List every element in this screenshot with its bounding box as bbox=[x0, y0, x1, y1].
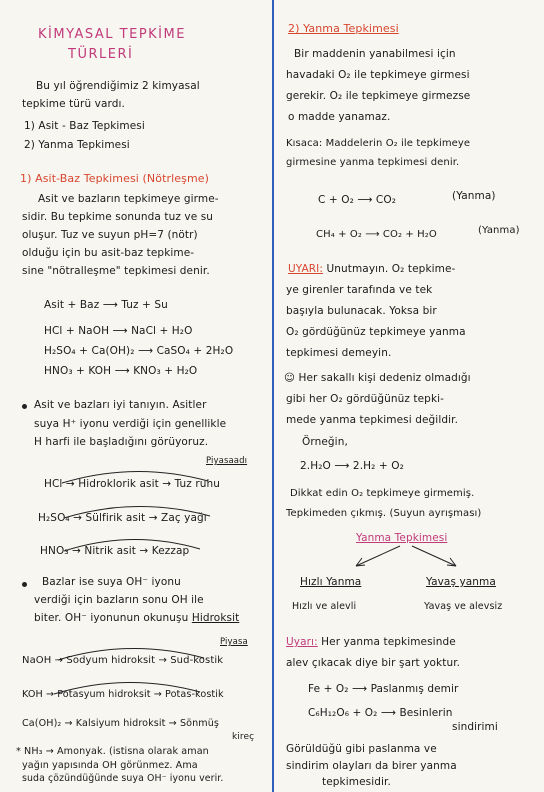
title-line-1: KİMYASAL TEPKİME bbox=[38, 27, 186, 42]
intro-line-1: Bu yıl öğrendiğimiz 2 kimyasal bbox=[36, 80, 200, 92]
equation-general: Asit + Baz ⟶ Tuz + Su bbox=[44, 299, 168, 311]
section-1-title: 1) Asit-Baz Tepkimesi (Nötrleşme) bbox=[20, 172, 210, 185]
list-item-1: 1) Asit - Baz Tepkimesi bbox=[24, 120, 145, 132]
acid-note-1: Asit ve bazları iyi tanıyın. Asitler bbox=[34, 399, 207, 411]
base-name-caoh2: Ca(OH)₂ → Kalsiyum hidroksit → Sönmüş bbox=[22, 718, 220, 729]
equation-hno3: HNO₃ + KOH ⟶ KNO₃ + H₂O bbox=[44, 365, 198, 377]
humor-line-2: gibi her O₂ gördüğünüz tepki- bbox=[286, 393, 445, 405]
branch-arrows bbox=[316, 544, 496, 570]
p1-line-2: sidir. Bu tepkime sonunda tuz ve su bbox=[22, 211, 214, 223]
equation-glucose: C₆H₁₂O₆ + O₂ ⟶ Besinlerin bbox=[308, 707, 453, 719]
equation-carbon: C + O₂ ⟶ CO₂ bbox=[318, 194, 397, 206]
equation-methane-tag: (Yanma) bbox=[478, 225, 520, 236]
ammonia-note-2: yağın yapısında OH görünmez. Ama bbox=[22, 760, 198, 771]
slow-combustion-desc: Yavaş ve alevsiz bbox=[424, 601, 503, 612]
conclusion-line-2: sindirim olayları da birer yanma bbox=[286, 760, 457, 772]
acid-name-hcl: HCl → Hidroklorik asit → Tuz ruhu bbox=[44, 478, 220, 490]
fast-combustion-desc: Hızlı ve alevli bbox=[292, 601, 357, 612]
warning2-line-2: alev çıkacak diye bir şart yoktur. bbox=[286, 657, 461, 669]
warning-line-1 bbox=[288, 263, 455, 276]
p1-line-5: sine "nötralleşme" tepkimesi denir. bbox=[22, 265, 210, 277]
market-label: Piyasa bbox=[220, 637, 248, 647]
warning2-line-1-text: Her yanma tepkimesinde bbox=[321, 636, 456, 648]
base-note-3-text: biter. OH⁻ iyonunun okunuşu bbox=[34, 612, 189, 624]
left-column bbox=[0, 0, 270, 792]
equation-water-split: 2.H₂O ⟶ 2.H₂ + O₂ bbox=[300, 460, 404, 472]
combustion-types-title: Yanma Tepkimesi bbox=[356, 532, 448, 544]
title-line-2: TÜRLERİ bbox=[68, 47, 134, 62]
base-note-2: verdiği için bazların sonu OH ile bbox=[34, 594, 204, 606]
warning-line-5: tepkimesi demeyin. bbox=[286, 347, 392, 359]
base-name-caoh2-cont: kireç bbox=[232, 732, 255, 742]
bullet-dot bbox=[22, 404, 27, 409]
p1-line-1: Asit ve bazların tepkimeye girme- bbox=[38, 193, 219, 205]
equation-glucose-cont: sindirimi bbox=[452, 721, 498, 733]
ammonia-note-1: * NH₃ → Amonyak. (istisna olarak aman bbox=[16, 746, 209, 757]
equation-rust: Fe + O₂ ⟶ Paslanmış demir bbox=[308, 683, 459, 695]
warning-line-2: ye girenler tarafında ve tek bbox=[286, 284, 433, 296]
section-2-title: 2) Yanma Tepkimesi bbox=[288, 22, 399, 35]
p2-line-4: o madde yanamaz. bbox=[288, 111, 391, 123]
bullet-dot bbox=[22, 582, 27, 587]
column-divider bbox=[272, 0, 274, 792]
ammonia-note-3: suda çözündüğünde suya OH⁻ iyonu verir. bbox=[22, 773, 224, 784]
warning-line-1-text: Unutmayın. O₂ tepkime- bbox=[326, 263, 456, 275]
p1-line-3: oluşur. Tuz ve suyun pH=7 (nötr) bbox=[22, 229, 198, 241]
acid-name-hno3: HNO₃ → Nitrik asit → Kezzap bbox=[40, 545, 190, 557]
example-label: Örneğin, bbox=[302, 436, 348, 448]
warning2-line-1 bbox=[286, 636, 456, 649]
warning-line-3: başıyla bulunacak. Yoksa bir bbox=[286, 305, 437, 317]
equation-hcl: HCl + NaOH ⟶ NaCl + H₂O bbox=[44, 325, 193, 337]
conclusion-line-1: Görüldüğü gibi paslanma ve bbox=[286, 743, 437, 755]
base-name-koh: KOH → Potasyum hidroksit → Potas-kostik bbox=[22, 689, 224, 700]
base-name-naoh: NaOH → Sodyum hidroksit → Sud-kostik bbox=[22, 655, 224, 666]
warning-label: UYARI: bbox=[288, 263, 323, 275]
fast-combustion-title: Hızlı Yanma bbox=[300, 576, 362, 588]
hydroxide-word: Hidroksit bbox=[191, 612, 240, 624]
conclusion-line-3: tepkimesidir. bbox=[322, 776, 391, 788]
note-line-1: Dikkat edin O₂ tepkimeye girmemiş. bbox=[290, 488, 475, 499]
equation-carbon-tag: (Yanma) bbox=[452, 190, 496, 202]
note-line-2: Tepkimeden çıkmış. (Suyun ayrışması) bbox=[286, 508, 482, 519]
slow-combustion-title: Yavaş yanma bbox=[426, 576, 496, 588]
summary-line-2: girmesine yanma tepkimesi denir. bbox=[286, 157, 460, 168]
equation-h2so4: H₂SO₄ + Ca(OH)₂ ⟶ CaSO₄ + 2H₂O bbox=[44, 345, 234, 357]
market-name-label: Piyasaadı bbox=[206, 456, 248, 466]
p2-line-1: Bir maddenin yanabilmesi için bbox=[294, 48, 456, 60]
acid-note-2: suya H⁺ iyonu verdiği için genellikle bbox=[34, 418, 227, 430]
p2-line-2: havadaki O₂ ile tepkimeye girmesi bbox=[286, 69, 470, 81]
right-column bbox=[276, 0, 544, 792]
intro-line-2: tepkime türü vardı. bbox=[22, 98, 125, 110]
list-item-2: 2) Yanma Tepkimesi bbox=[24, 139, 130, 151]
p1-line-4: olduğu için bu asit-baz tepkime- bbox=[22, 247, 195, 259]
warning-line-4: O₂ gördüğünüz tepkimeye yanma bbox=[286, 326, 466, 338]
p2-line-3: gerekir. O₂ ile tepkimeye girmezse bbox=[286, 90, 471, 102]
acid-name-h2so4: H₂SO₄ → Sülfirik asit → Zaç yağı bbox=[38, 512, 207, 524]
base-note-3 bbox=[34, 612, 239, 625]
acid-note-3: H harfi ile başladığını görüyoruz. bbox=[34, 436, 209, 448]
warning2-label: Uyarı: bbox=[286, 636, 318, 648]
base-note-1: Bazlar ise suya OH⁻ iyonu bbox=[42, 576, 181, 588]
summary-line-1: Kısaca: Maddelerin O₂ ile tepkimeye bbox=[286, 138, 471, 149]
humor-line-1: ☺ Her sakallı kişi dedeniz olmadığı bbox=[284, 372, 471, 384]
equation-methane: CH₄ + O₂ ⟶ CO₂ + H₂O bbox=[316, 229, 437, 240]
humor-line-3: mede yanma tepkimesi değildir. bbox=[286, 414, 459, 426]
